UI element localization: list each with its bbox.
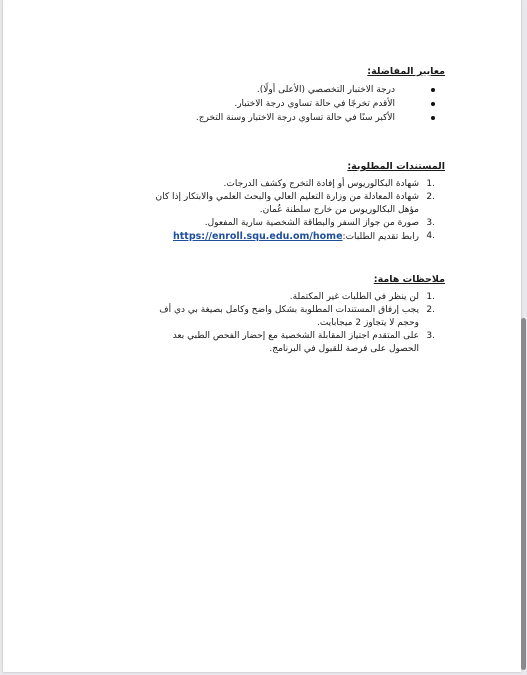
list-item: 3. صورة من جواز السفر والبطاقة الشخصية سارية المفعول. (204, 218, 435, 228)
list-item: 1. لن ينظر في الطلبات غير المكتملة. (289, 292, 435, 302)
list-item: 4. رابط تقديم الطلبات:https://enroll.squ.edu.om/home (172, 231, 435, 242)
list-item: درجة الاختبار التخصصي (الأعلى أولًا). (153, 83, 445, 97)
documents-section (153, 161, 445, 244)
enroll-link[interactable]: https://enroll.squ.edu.om/home (172, 231, 343, 242)
bullet-icon (431, 88, 435, 92)
documents-heading: المستندات المطلوبة: (347, 161, 445, 172)
criteria-heading: معايير المفاضلة: (367, 66, 445, 77)
document-page (3, 0, 521, 672)
list-item: 2. يجب إرفاق المستندات المطلوبة بشكل واضح وكامل بصيغة بي دي أف وحجم لا يتجاوز 2 ميجابايت. (159, 305, 435, 328)
scrollbar[interactable] (521, 318, 526, 670)
criteria-list (153, 83, 445, 125)
list-item: 1. شهادة البكالوريوس أو إفادة التخرج وكشف الدرجات. (223, 179, 435, 189)
document-content (153, 66, 445, 356)
documents-list (153, 178, 445, 244)
bullet-icon (431, 116, 435, 120)
notes-list (153, 291, 445, 356)
list-item: الأكبر سنًا في حالة تساوي درجة الاختبار وسنة التخرج. (153, 111, 445, 125)
list-item: 2. شهادة المعادلة من وزارة التعليم العالي والبحث العلمي والابتكار إذا كان مؤهل البكالوريوس من خارج سلطنة عُمان. (155, 192, 435, 215)
list-item: الأقدم تخرجًا في حالة تساوي درجة الاختبار. (153, 97, 445, 111)
list-item: 3. على المتقدم اجتياز المقابلة الشخصية مع إحضار الفحص الطبي بعد الحصول على فرصة للقبول في البرنامج. (172, 331, 435, 354)
notes-heading: ملاحظات هامة: (373, 274, 445, 285)
bullet-icon (431, 102, 435, 106)
criteria-section (153, 66, 445, 125)
notes-section (153, 274, 445, 356)
